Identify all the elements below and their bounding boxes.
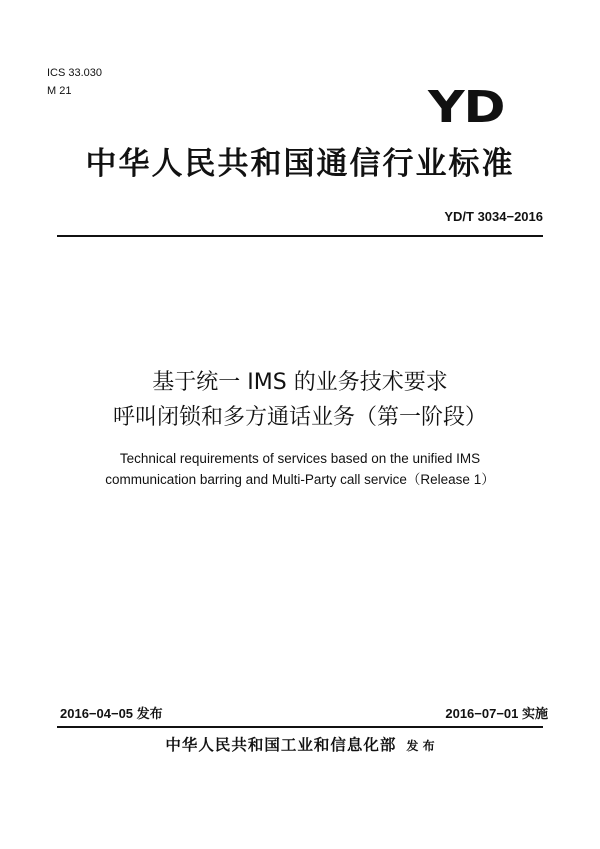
yd-logo: YD bbox=[427, 82, 504, 133]
english-title-line-1: Technical requirements of services based on the unified IMS bbox=[119, 451, 481, 466]
english-title-line-2: communication barring and Multi-Party call service（Release 1） bbox=[105, 472, 495, 487]
ics-code: ICS 33.030 bbox=[47, 67, 103, 79]
bottom-divider bbox=[57, 726, 543, 728]
standard-title: 中华人民共和国通信行业标准 bbox=[85, 146, 515, 181]
issue-date: 2016−04−05 发布 bbox=[60, 706, 163, 721]
chinese-title-line-2: 呼叫闭锁和多方通话业务（第一阶段） bbox=[112, 405, 487, 430]
publisher-verb: 发 布 bbox=[406, 739, 435, 753]
publisher-organization: 中华人民共和国工业和信息化部 bbox=[165, 736, 397, 754]
implementation-date: 2016−07−01 实施 bbox=[445, 706, 548, 721]
publisher bbox=[0, 735, 600, 756]
standard-number: YD/T 3034−2016 bbox=[444, 209, 543, 224]
classification-code: M 21 bbox=[47, 85, 72, 97]
chinese-title-line-1: 基于统一 IMS 的业务技术要求 bbox=[152, 370, 448, 395]
top-divider bbox=[57, 235, 543, 237]
